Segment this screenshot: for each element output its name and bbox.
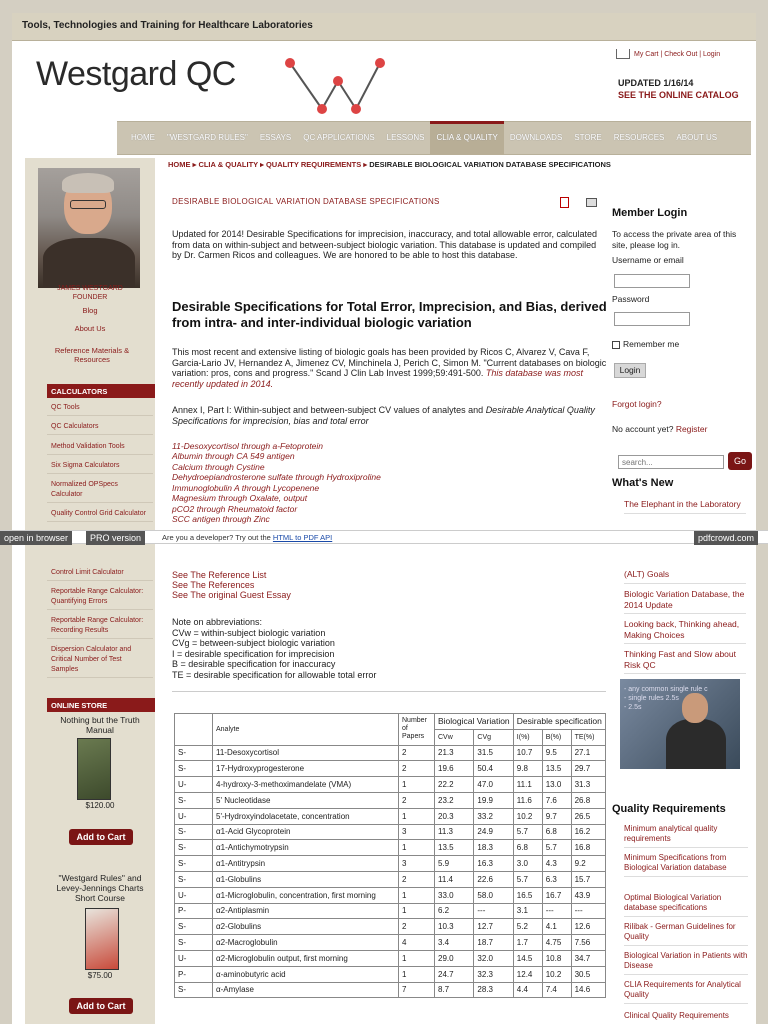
table-cell: 20.3 (435, 808, 474, 824)
table-cell: 27.1 (571, 745, 605, 761)
table-cell: S- (175, 745, 213, 761)
table-cell: 34.7 (571, 950, 605, 966)
section-heading: Desirable Specifications for Total Error, Imprecision, and Bias, derived from intra- and inter-individual biologic variation (172, 299, 607, 330)
calc-dispersion[interactable]: Dispersion Calculator and Critical Number of Test Samples (47, 643, 153, 678)
whats-new-heading: What's New (612, 477, 674, 489)
update-notice (618, 77, 739, 101)
calc-qc-tools[interactable]: QC Tools (47, 401, 153, 416)
table-cell: 10.7 (513, 745, 542, 761)
col-cvg: CVg (474, 729, 513, 745)
pdfcrowd-brand[interactable]: pdfcrowd.com (694, 531, 758, 545)
table-row (175, 871, 606, 887)
table-cell: 7 (399, 982, 435, 998)
bv-table (174, 713, 606, 998)
table-body (175, 745, 606, 998)
col-papers: Number of Papers (399, 714, 435, 746)
table-cell: 14.5 (513, 950, 542, 966)
nav-resources[interactable]: RESOURCES (613, 133, 665, 142)
guest-essay-link[interactable]: See The original Guest Essay (172, 590, 291, 600)
table-row (175, 840, 606, 856)
nav-clia-quality[interactable]: CLIA & QUALITY (430, 121, 503, 155)
table-cell: 58.0 (474, 887, 513, 903)
search-go-button[interactable]: Go (728, 452, 752, 470)
calc-qc-calculators[interactable]: QC Calculators (47, 420, 153, 435)
table-cell: 2 (399, 919, 435, 935)
table-row (175, 792, 606, 808)
table-cell: S- (175, 935, 213, 951)
table-cell: 29.0 (435, 950, 474, 966)
col-b: B(%) (542, 729, 571, 745)
table-cell: 9.7 (542, 808, 571, 824)
table-cell: 11.1 (513, 777, 542, 793)
table-cell: 12.6 (571, 919, 605, 935)
table-row (175, 903, 606, 919)
col-te: TE(%) (571, 729, 605, 745)
slide-text: - any common single rule c - single rules 2.5s - 2.5s (624, 686, 708, 711)
annex-link[interactable]: pCO2 through Rheumatoid factor (172, 504, 298, 514)
table-cell: --- (571, 903, 605, 919)
table-cell: 4.3 (542, 856, 571, 872)
news-item[interactable]: Thinking Fast and Slow about Risk QC (624, 649, 746, 674)
table-cell: 1 (399, 840, 435, 856)
table-cell: 11.3 (435, 824, 474, 840)
page-title: DESIRABLE BIOLOGICAL VARIATION DATABASE SPECIFICATIONS (172, 197, 440, 206)
table-cell: S- (175, 919, 213, 935)
password-label: Password (612, 294, 650, 304)
table-cell: 31.3 (571, 777, 605, 793)
table-cell: 5'-Hydroxyindolacetate, concentration (213, 808, 399, 824)
calc-method-validation[interactable]: Method Validation Tools (47, 440, 153, 455)
register-link[interactable]: Register (675, 424, 708, 434)
table-cell: 13.5 (435, 840, 474, 856)
username-input[interactable] (614, 274, 690, 288)
table-cell: 4.75 (542, 935, 571, 951)
table-cell: 43.9 (571, 887, 605, 903)
table-cell: 6.8 (542, 824, 571, 840)
table-cell: 18.3 (474, 840, 513, 856)
forgot-login-link[interactable]: Forgot login? (612, 399, 662, 409)
main-nav (117, 121, 751, 155)
table-cell: 8.7 (435, 982, 474, 998)
annex-link[interactable]: Immunoglobulin A through Lycopenene (172, 483, 320, 493)
qr-item[interactable]: Clinical Quality Requirements (624, 1011, 748, 1024)
table-cell: 16.8 (571, 840, 605, 856)
table-cell: 3.1 (513, 903, 542, 919)
table-cell: S- (175, 792, 213, 808)
table-row (175, 777, 606, 793)
left-sidebar (25, 158, 155, 1024)
table-cell: 5.2 (513, 919, 542, 935)
table-cell: S- (175, 856, 213, 872)
qr-item[interactable]: Minimum Specifications from Biological Variation database (624, 853, 748, 877)
account-links[interactable] (616, 49, 720, 59)
table-row (175, 935, 606, 951)
table-cell: 2 (399, 761, 435, 777)
annex-link[interactable]: SCC antigen through Zinc (172, 514, 270, 524)
nav-qc-applications[interactable]: QC APPLICATIONS (303, 133, 375, 142)
table-cell: 10.8 (542, 950, 571, 966)
table-cell: 32.0 (474, 950, 513, 966)
col-specimen (175, 714, 213, 746)
book2-price: $75.00 (87, 971, 113, 980)
table-cell: 19.6 (435, 761, 474, 777)
remember-me[interactable]: Remember me (612, 339, 679, 350)
table-cell: 22.6 (474, 871, 513, 887)
table-cell: 10.2 (542, 966, 571, 982)
table-cell: 5.9 (435, 856, 474, 872)
search-input[interactable] (618, 455, 724, 469)
table-cell: α1-Microglobulin, concentration, first morning (213, 887, 399, 903)
password-input[interactable] (614, 312, 690, 326)
table-cell: α2-Microglobulin output, first morning (213, 950, 399, 966)
table-cell: 21.3 (435, 745, 474, 761)
divider (172, 691, 606, 692)
table-cell: 3.4 (435, 935, 474, 951)
table-cell: U- (175, 808, 213, 824)
table-cell: 16.2 (571, 824, 605, 840)
pdf-icon[interactable] (560, 197, 569, 208)
table-cell: 14.6 (571, 982, 605, 998)
table-cell: S- (175, 761, 213, 777)
table-cell: 5.7 (513, 871, 542, 887)
table-cell: 10.3 (435, 919, 474, 935)
login-button[interactable]: Login (614, 363, 646, 378)
table-cell: 2 (399, 745, 435, 761)
table-cell: 6.3 (542, 871, 571, 887)
founder-name: JAMES WESTGARD FOUNDER (57, 285, 123, 301)
table-cell: 5.7 (542, 840, 571, 856)
table-cell: 7.4 (542, 982, 571, 998)
table-cell: 22.2 (435, 777, 474, 793)
nav-store[interactable]: STORE (574, 133, 602, 142)
table-row (175, 824, 606, 840)
table-cell: 26.8 (571, 792, 605, 808)
table-cell: 7.56 (571, 935, 605, 951)
table-cell: 3 (399, 824, 435, 840)
page (12, 13, 756, 1024)
online-store-heading: ONLINE STORE (47, 698, 155, 712)
table-cell: 1 (399, 950, 435, 966)
table-cell: 23.2 (435, 792, 474, 808)
table-cell: α-aminobutyric acid (213, 966, 399, 982)
table-cell: α1-Antitrypsin (213, 856, 399, 872)
pdfcrowd-bar (0, 530, 768, 544)
member-login-heading: Member Login (612, 207, 688, 219)
abbreviations: Note on abbreviations: CVw = within-subject biologic variation CVg = between-subject biologic variation I = desirable specification for imprecision B = desirable specification for inaccuracy TE = desirable specification for allowable total error (172, 617, 377, 680)
table-cell: 5' Nucleotidase (213, 792, 399, 808)
register-prompt: No account yet? Register (612, 424, 708, 434)
table-cell: S- (175, 871, 213, 887)
qr-item[interactable]: Optimal Biological Variation database specifications (624, 893, 748, 917)
table-cell: 15.7 (571, 871, 605, 887)
login-instructions: To access the private area of this site, please log in. (612, 229, 737, 250)
col-desirable-spec: Desirable specification (513, 714, 605, 730)
breadcrumb-current: DESIRABLE BIOLOGICAL VARIATION DATABASE SPECIFICATIONS (369, 160, 611, 169)
print-icon[interactable] (586, 198, 597, 207)
table-row (175, 808, 606, 824)
table-cell: 5.7 (513, 824, 542, 840)
table-row (175, 919, 606, 935)
table-cell: α1-Acid Glycoprotein (213, 824, 399, 840)
table-cell: α1-Globulins (213, 871, 399, 887)
table-cell: 13.5 (542, 761, 571, 777)
remember-checkbox[interactable] (612, 341, 620, 349)
catalog-link[interactable]: SEE THE ONLINE CATALOG (618, 90, 739, 100)
table-cell: 12.7 (474, 919, 513, 935)
table-cell: S- (175, 824, 213, 840)
table-cell: 32.3 (474, 966, 513, 982)
nav-downloads[interactable]: DOWNLOADS (509, 133, 563, 142)
references-link[interactable]: See The References (172, 580, 255, 590)
logo-graphic-icon (280, 51, 390, 121)
site-logo[interactable]: Westgard QC (36, 55, 236, 93)
add-to-cart-button-1[interactable]: Add to Cart (69, 829, 133, 845)
table-cell: P- (175, 966, 213, 982)
annex-link[interactable]: Albumin through CA 549 antigen (172, 451, 295, 461)
reference-list-link[interactable]: See The Reference List (172, 570, 267, 580)
annex-text: Annex I, Part I: Within-subject and between-subject CV values of analytes and Desirable Analytical Quality Specifications for imprecision, bias and total error (172, 405, 595, 426)
table-cell: α2-Globulins (213, 919, 399, 935)
source-text: This most recent and extensive listing of biologic goals has been provided by Ricos C, Alvarez V, Cava F, Garcia-Lario JV, Hernandez A, Jimenez CV, Minchinela J, Perich C, Simon M. "Current databases on biologic variation: pros, cons and progress." Scand J Clin Lab Invest 1999;59:491-500. This database was most recently updated in 2014. (172, 347, 607, 389)
username-label: Username or email (612, 255, 684, 265)
nav-westgard-rules[interactable]: "WESTGARD RULES" (167, 133, 248, 142)
table-cell: 4-hydroxy-3-methoximandelate (VMA) (213, 777, 399, 793)
table-cell: 16.5 (513, 887, 542, 903)
news-item[interactable]: (ALT) Goals (624, 569, 746, 584)
reference-link[interactable]: Reference Materials & Resources (54, 346, 130, 364)
col-cvw: CVw (435, 729, 474, 745)
table-cell: 10.2 (513, 808, 542, 824)
table-row (175, 966, 606, 982)
calculators-heading: CALCULATORS (47, 384, 155, 398)
book1-title[interactable]: Nothing but the Truth Manual (60, 715, 140, 735)
table-cell: 2 (399, 871, 435, 887)
table-cell: S- (175, 982, 213, 998)
qr-item[interactable]: Rilibak - German Guidelines for Quality (624, 922, 748, 946)
about-link[interactable]: About Us (74, 324, 106, 333)
book2-title[interactable]: "Westgard Rules" and Levey-Jennings Charts Short Course (56, 873, 144, 903)
calc-six-sigma[interactable]: Six Sigma Calculators (47, 459, 153, 474)
book2-cover[interactable] (85, 908, 119, 970)
table-cell: 30.5 (571, 966, 605, 982)
table-cell: 50.4 (474, 761, 513, 777)
table-cell: 13.0 (542, 777, 571, 793)
table-cell: 1 (399, 777, 435, 793)
table-cell: 6.8 (513, 840, 542, 856)
table-cell: 11.4 (435, 871, 474, 887)
table-cell: 1.7 (513, 935, 542, 951)
annex-link[interactable]: 11-Desoxycortisol through a-Fetoprotein (172, 441, 324, 451)
table-cell: 24.7 (435, 966, 474, 982)
table-cell: 9.2 (571, 856, 605, 872)
table-cell: 31.5 (474, 745, 513, 761)
table-cell: 26.5 (571, 808, 605, 824)
table-cell: U- (175, 887, 213, 903)
table-cell: 12.4 (513, 966, 542, 982)
table-cell: 1 (399, 966, 435, 982)
qr-item[interactable]: Biological Variation in Patients with Disease (624, 951, 748, 975)
quality-requirements-heading: Quality Requirements (612, 803, 726, 815)
table-cell: --- (474, 903, 513, 919)
table-cell: 4 (399, 935, 435, 951)
table-cell: 16.7 (542, 887, 571, 903)
table-cell: 19.9 (474, 792, 513, 808)
table-row (175, 856, 606, 872)
annex-link[interactable]: Dehydroepiandrosterone sulfate through Hydroxiproline (172, 472, 381, 482)
table-cell: 9.5 (542, 745, 571, 761)
developer-promo: Are you a developer? Try out the HTML to PDF API (162, 533, 333, 542)
table-row (175, 950, 606, 966)
table-cell: U- (175, 777, 213, 793)
table-cell: 11.6 (513, 792, 542, 808)
table-cell: 1 (399, 903, 435, 919)
breadcrumb-clia[interactable]: CLIA & QUALITY (198, 160, 259, 169)
annex-link[interactable]: Calcium through Cystine (172, 462, 265, 472)
breadcrumb-quality-requirements[interactable]: QUALITY REQUIREMENTS (265, 160, 362, 169)
table-cell: 29.7 (571, 761, 605, 777)
table-cell: 11-Desoxycortisol (213, 745, 399, 761)
calc-control-limit[interactable]: Control Limit Calculator (47, 566, 153, 581)
book1-price: $120.00 (85, 801, 115, 810)
table-cell: S- (175, 840, 213, 856)
news-item[interactable]: Biologic Variation Database, the 2014 Update (624, 589, 746, 614)
account-links-text[interactable]: My Cart | Check Out | Login (634, 50, 721, 58)
founder-photo (38, 168, 140, 288)
table-cell: 16.3 (474, 856, 513, 872)
updated-date: UPDATED 1/16/14 (618, 78, 694, 88)
table-cell: 47.0 (474, 777, 513, 793)
table-row (175, 745, 606, 761)
site-tagline: Tools, Technologies and Training for Healthcare Laboratories (12, 13, 756, 41)
table-cell: 7.6 (542, 792, 571, 808)
table-cell: --- (542, 903, 571, 919)
nav-lessons[interactable]: LESSONS (386, 133, 425, 142)
table-cell: 9.8 (513, 761, 542, 777)
intro-text: Updated for 2014! Desirable Specifications for imprecision, inaccuracy, and total allowable error, calculated from data on within-subject and between-subject biologic variation. This database is updated and compiled by Dr. Carmen Ricos and colleagues. We are honored to be able to host this database. (172, 229, 598, 260)
calc-reportable-range-results[interactable]: Reportable Range Calculator: Recording Results (47, 614, 153, 639)
table-cell: α-Amylase (213, 982, 399, 998)
calc-opspecs[interactable]: Normalized OPSpecs Calculator (47, 478, 153, 503)
book1-cover[interactable] (77, 738, 111, 800)
cart-icon (616, 49, 630, 59)
table-cell: 2 (399, 792, 435, 808)
table-cell: U- (175, 950, 213, 966)
calc-qc-grid[interactable]: Quality Control Grid Calculator (47, 507, 153, 522)
table-cell: 1 (399, 808, 435, 824)
pro-version-button[interactable]: PRO version (86, 531, 145, 545)
table-cell: 33.0 (435, 887, 474, 903)
table-cell: α2-Antiplasmin (213, 903, 399, 919)
nav-home[interactable]: HOME (131, 133, 155, 142)
table-row (175, 982, 606, 998)
add-to-cart-button-2[interactable]: Add to Cart (69, 998, 133, 1014)
news-item[interactable]: The Elephant in the Laboratory (624, 499, 746, 514)
col-analyte: Analyte (213, 714, 399, 746)
table-cell: 33.2 (474, 808, 513, 824)
header (12, 41, 756, 121)
speaker-photo[interactable] (620, 679, 740, 769)
open-in-browser-button[interactable]: open in browser (0, 531, 72, 545)
blog-link[interactable]: Blog (82, 306, 98, 315)
table-cell: 4.4 (513, 982, 542, 998)
table-cell: 3.0 (513, 856, 542, 872)
table-cell: 1 (399, 887, 435, 903)
table-row (175, 887, 606, 903)
col-bio-variation: Biological Variation (435, 714, 514, 730)
table-cell: 24.9 (474, 824, 513, 840)
qr-item[interactable]: CLIA Requirements for Analytical Quality (624, 980, 748, 1004)
table-cell: 18.7 (474, 935, 513, 951)
table-cell: α1-Antichymotrypsin (213, 840, 399, 856)
table-cell: 28.3 (474, 982, 513, 998)
table-cell: 17-Hydroxyprogesterone (213, 761, 399, 777)
news-item[interactable]: Looking back, Thinking ahead, Making Choices (624, 619, 746, 644)
html-to-pdf-link[interactable]: HTML to PDF API (272, 533, 333, 542)
breadcrumb-home[interactable]: HOME (168, 160, 191, 169)
calc-reportable-range-errors[interactable]: Reportable Range Calculator: Quantifying Errors (47, 585, 153, 610)
nav-about-us[interactable]: ABOUT US (676, 133, 718, 142)
annex-link[interactable]: Magnesium through Oxalate, output (172, 493, 308, 503)
table-cell: 3 (399, 856, 435, 872)
nav-essays[interactable]: ESSAYS (259, 133, 292, 142)
col-i: I(%) (513, 729, 542, 745)
table-cell: 4.1 (542, 919, 571, 935)
table-cell: P- (175, 903, 213, 919)
breadcrumb: HOME ▸ CLIA & QUALITY ▸ QUALITY REQUIREMENTS ▸ DESIRABLE BIOLOGICAL VARIATION DATABASE SPECIFICATIONS (168, 160, 611, 169)
table-cell: 6.2 (435, 903, 474, 919)
table-row (175, 761, 606, 777)
qr-item[interactable]: Minimum analytical quality requirements (624, 824, 748, 848)
table-cell: α2-Macroglobulin (213, 935, 399, 951)
